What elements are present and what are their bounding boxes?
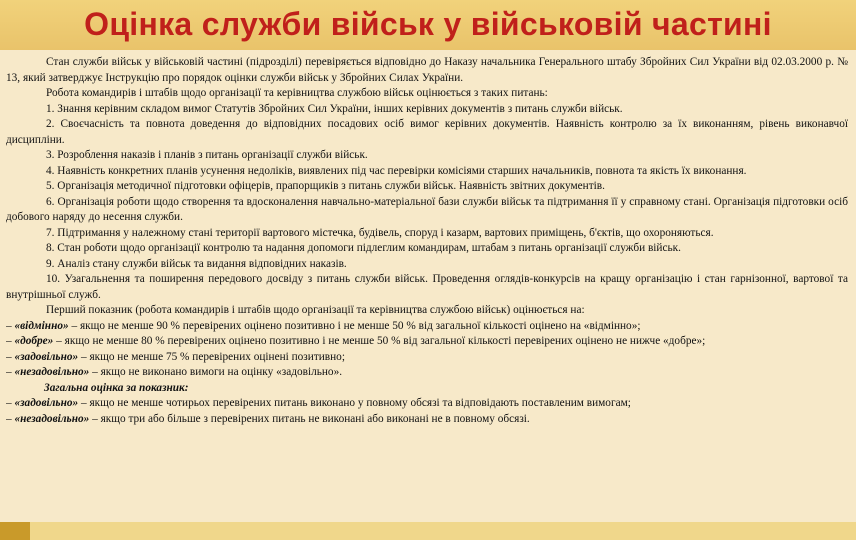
- paragraph: Перший показник (робота командирів і штабів щодо організації та керівництва службою військ) оцінюється на:: [46, 304, 585, 316]
- list-item: 3. Розроблення наказів і планів з питань організації служби військ.: [46, 149, 368, 161]
- criterion-text: – якщо не виконано вимоги на оцінку «задовільно».: [89, 366, 343, 378]
- criterion-unsatisfactory: [6, 365, 848, 381]
- overall-satisfactory: [6, 396, 848, 412]
- criterion-text: – якщо не менше 80 % перевірених оцінено позитивно і не менше 50 % від загальної кількості перевірених оцінено не нижче «добре»;: [53, 335, 706, 347]
- criterion-excellent: [6, 319, 848, 335]
- footer-accent-block: [0, 522, 30, 540]
- criterion-label: «незадовільно»: [14, 412, 90, 425]
- document-body: [6, 55, 848, 515]
- overall-heading: Загальна оцінка за показник:: [44, 381, 189, 394]
- criterion-label: «задовільно»: [14, 350, 79, 363]
- list-item: 10. Узагальнення та поширення передового досвіду з питань служби військ. Проведення оглядів-конкурсів на кращу організацію і стан гарнізонної, вартової та внутрішньої служб.: [6, 273, 848, 301]
- criterion-text: – якщо три або більше з перевірених питань не виконані або виконані не в повному обсязі.: [89, 412, 530, 425]
- criterion-dash: –: [6, 412, 15, 425]
- overall-unsatisfactory: [6, 412, 848, 428]
- paragraph: Стан служби військ у військовій частині (підрозділі) перевіряється відповідно до Наказу начальника Генерального штабу Збройних Сил України від 02.03.2000 р. № 13, який затверджує Інструкцію про порядок оцінки служби військ у Збройних Силах України.: [6, 56, 848, 84]
- criterion-text: – якщо не менше 90 % перевірених оцінено позитивно і не менше 50 % від загальної кількості оцінено на «відмінно»;: [68, 319, 641, 332]
- criterion-text: – якщо не менше чотирьох перевірених питань виконано у повному обсязі та відповідають поставленим вимогам;: [78, 397, 631, 409]
- criterion-dash: –: [6, 397, 15, 409]
- list-item: 6. Організація роботи щодо створення та вдосконалення навчально-матеріальної бази служби військ та підтримання її у справному стані. Організація підготовки осіб добового наряду до несення служби.: [6, 195, 848, 223]
- criterion-label: «незадовільно»: [14, 366, 90, 378]
- list-item: 4. Наявність конкретних планів усунення недоліків, виявлених під час перевірки комісіями старших начальників, повнота та якість їх виконання.: [46, 164, 747, 177]
- list-item: 7. Підтримання у належному стані території вартового містечка, будівель, споруд і казарм, вартових приміщень, б'єктів, що охороняються.: [46, 226, 714, 239]
- list-item: 2. Своєчасність та повнота доведення до відповідних посадових осіб вимог керівних документів. Наявність контролю за їх виконанням, рівень виконавчої дисципліни.: [6, 118, 848, 146]
- criterion-label: «задовільно»: [14, 397, 79, 409]
- list-item: 9. Аналіз стану служби військ та видання відповідних наказів.: [46, 257, 347, 270]
- criterion-dash: –: [6, 366, 15, 378]
- criterion-good: [6, 334, 848, 350]
- list-item: 1. Знання керівним складом вимог Статутів Збройних Сил України, інших керівних документів з питань служби військ.: [46, 102, 623, 115]
- criterion-dash: –: [6, 335, 15, 347]
- list-item: 8. Стан роботи щодо організації контролю та надання допомоги підлеглим командирам, штабам з питань організації служби військ.: [46, 242, 681, 254]
- criterion-label: «відмінно»: [14, 319, 69, 332]
- criterion-dash: –: [6, 319, 15, 332]
- criterion-label: «добре»: [14, 335, 54, 347]
- paragraph: Робота командирів і штабів щодо організації та керівництва службою військ оцінюється з таких питань:: [46, 87, 548, 99]
- page-title: Оцінка служби військ у військовій частині: [84, 6, 772, 42]
- criterion-satisfactory: [6, 350, 848, 366]
- list-item: 5. Організація методичної підготовки офіцерів, прапорщиків з питань служби військ. Наявність звітних документів.: [46, 180, 605, 192]
- criterion-dash: –: [6, 350, 15, 363]
- footer-bar: [0, 522, 856, 540]
- criterion-text: – якщо не менше 75 % перевірених оцінені позитивно;: [78, 350, 345, 363]
